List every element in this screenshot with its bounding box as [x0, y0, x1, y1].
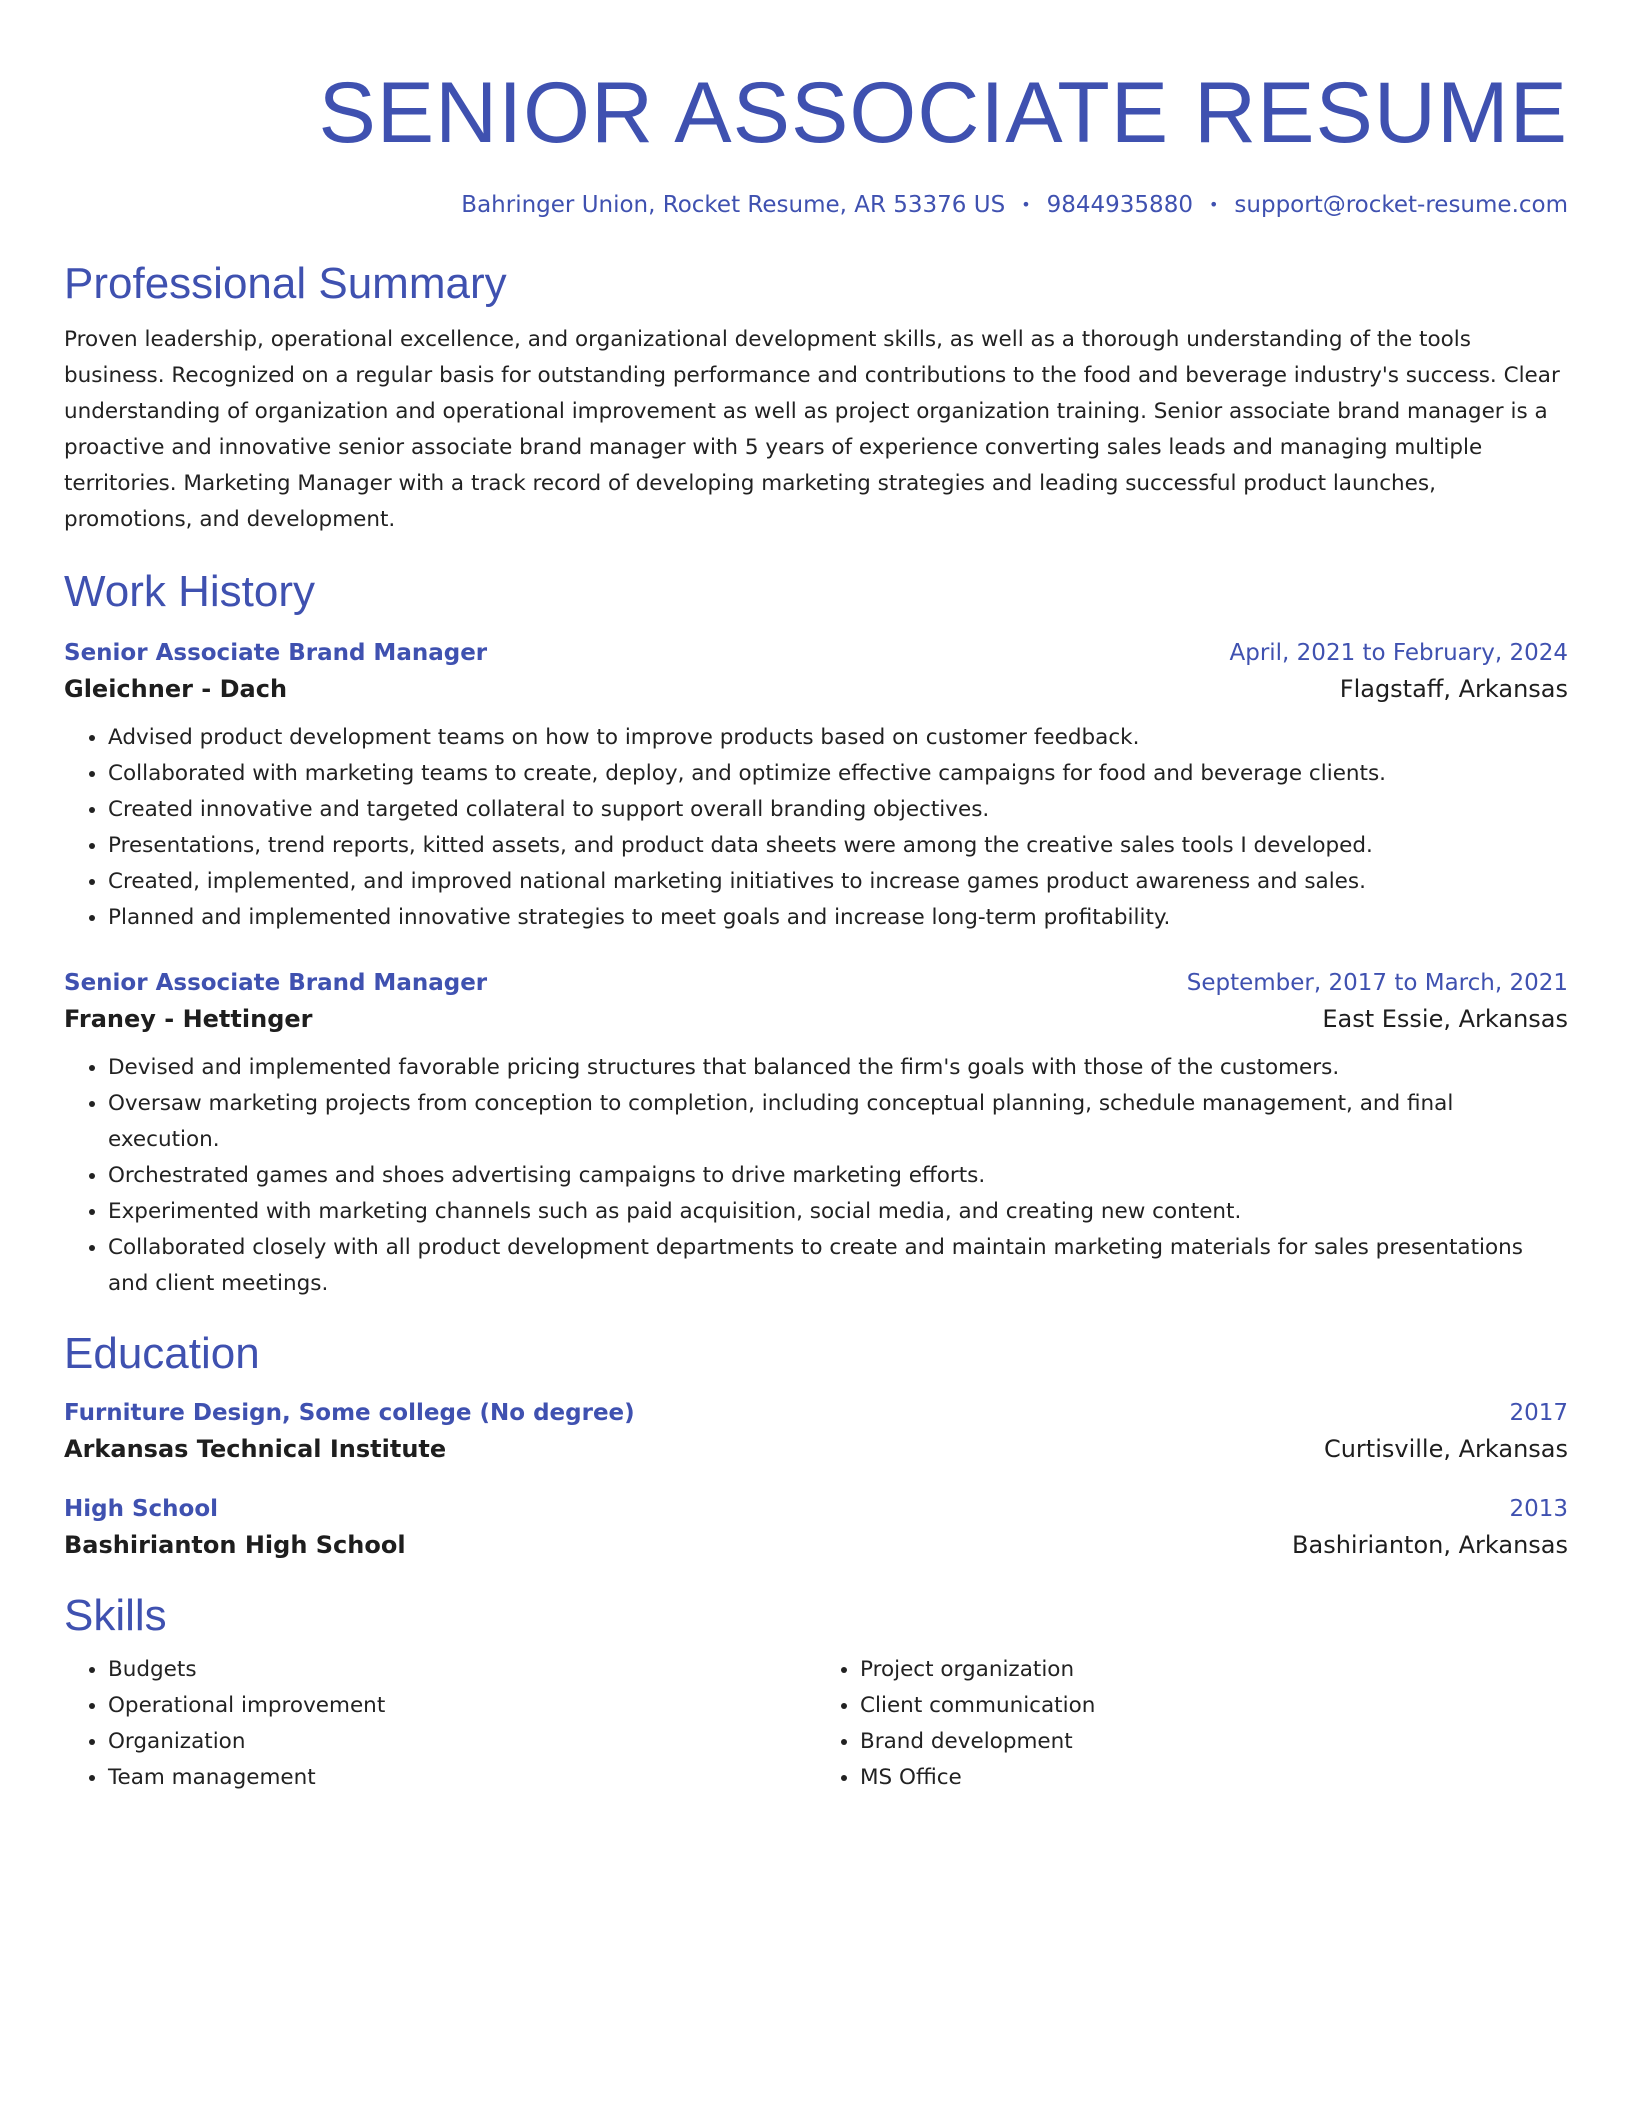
job-company: Gleichner - Dach: [64, 675, 288, 703]
contact-separator: •: [1208, 195, 1219, 214]
skills-column: [816, 1652, 1568, 1796]
job-location: Flagstaff, Arkansas: [1339, 675, 1568, 703]
resume-title: SENIOR ASSOCIATE RESUME: [318, 65, 1568, 161]
job-entry: [64, 636, 1568, 936]
job-dates: September, 2017 to March, 2021: [1186, 970, 1568, 996]
skills-list: [64, 1652, 1568, 1796]
job-bullet: • Experimented with marketing channels such as paid acquisition, social media, and creating new content.: [108, 1194, 1568, 1230]
job-bullet: • Created, implemented, and improved national marketing initiatives to increase games product awareness and sales.: [108, 864, 1568, 900]
summary-text: Proven leadership, operational excellence, and organizational development skills, as well as a thorough understanding of the tools business. Recognized on a regular basis for outstanding performance and contributions to the food and beverage industry's success. Clear understanding of organization and operational improvement as well as project organization training. Senior associate brand manager is a proactive and innovative senior associate brand manager with 5 years of experience converting sales leads and managing multiple territories. Marketing Manager with a track record of developing marketing strategies and leading successful product launches, promotions, and development.: [64, 327, 1560, 532]
summary-heading: Professional Summary: [64, 259, 507, 308]
skill-item: • Client communication: [860, 1688, 1568, 1724]
skill-item: • Organization: [108, 1724, 816, 1760]
skill-item: • Budgets: [108, 1652, 816, 1688]
skill-item: • MS Office: [860, 1760, 1568, 1796]
education-school: Arkansas Technical Institute: [64, 1435, 447, 1463]
education-heading: Education: [64, 1329, 260, 1378]
job-bullet: • Oversaw marketing projects from conception to completion, including conceptual planning, schedule management, and final execution.: [108, 1086, 1568, 1158]
education-year: 2013: [1509, 1496, 1568, 1522]
skills-heading: Skills: [64, 1591, 167, 1640]
skills-column: [64, 1652, 816, 1796]
job-company: Franey - Hettinger: [64, 1005, 313, 1033]
contact-email: support@rocket-resume.com: [1234, 192, 1568, 218]
contact-phone: 9844935880: [1046, 192, 1193, 218]
work-history-heading: Work History: [64, 567, 315, 616]
job-bullet: • Collaborated with marketing teams to create, deploy, and optimize effective campaigns for food and beverage clients.: [108, 756, 1568, 792]
education-degree: High School: [64, 1496, 219, 1522]
education-location: Curtisville, Arkansas: [1323, 1435, 1568, 1463]
job-title: Senior Associate Brand Manager: [64, 970, 488, 996]
job-bullet: • Presentations, trend reports, kitted assets, and product data sheets were among the creative sales tools I developed.: [108, 828, 1568, 864]
skill-item: • Team management: [108, 1760, 816, 1796]
job-bullet: • Advised product development teams on how to improve products based on customer feedback.: [108, 720, 1568, 756]
contact-line: [64, 190, 1568, 220]
contact-separator: •: [1021, 195, 1031, 214]
job-location: East Essie, Arkansas: [1322, 1005, 1568, 1033]
education-school: Bashirianton High School: [64, 1531, 406, 1559]
skill-item: • Operational improvement: [108, 1688, 816, 1724]
contact-address: Bahringer Union, Rocket Resume, AR 53376 US: [461, 192, 1006, 218]
job-bullet: • Orchestrated games and shoes advertising campaigns to drive marketing efforts.: [108, 1158, 1568, 1194]
education-degree: Furniture Design, Some college (No degree): [64, 1400, 635, 1426]
job-bullet: • Created innovative and targeted collateral to support overall branding objectives.: [108, 792, 1568, 828]
job-dates: April, 2021 to February, 2024: [1229, 640, 1568, 666]
job-bullet: • Collaborated closely with all product development departments to create and maintain marketing materials for sales presentations and client meetings.: [108, 1230, 1568, 1302]
job-entry: [64, 966, 1568, 1302]
skill-item: • Brand development: [860, 1724, 1568, 1760]
job-bullet: • Planned and implemented innovative strategies to meet goals and increase long-term profitability.: [108, 900, 1568, 936]
education-year: 2017: [1509, 1400, 1568, 1426]
job-bullet-list: [64, 1050, 1568, 1302]
skill-item: • Project organization: [860, 1652, 1568, 1688]
education-entry: [64, 1396, 1568, 1468]
education-location: Bashirianton, Arkansas: [1292, 1531, 1568, 1559]
education-entry: [64, 1492, 1568, 1564]
job-bullet-list: [64, 720, 1568, 936]
job-bullet: • Devised and implemented favorable pricing structures that balanced the firm's goals with those of the customers.: [108, 1050, 1568, 1086]
job-title: Senior Associate Brand Manager: [64, 640, 488, 666]
